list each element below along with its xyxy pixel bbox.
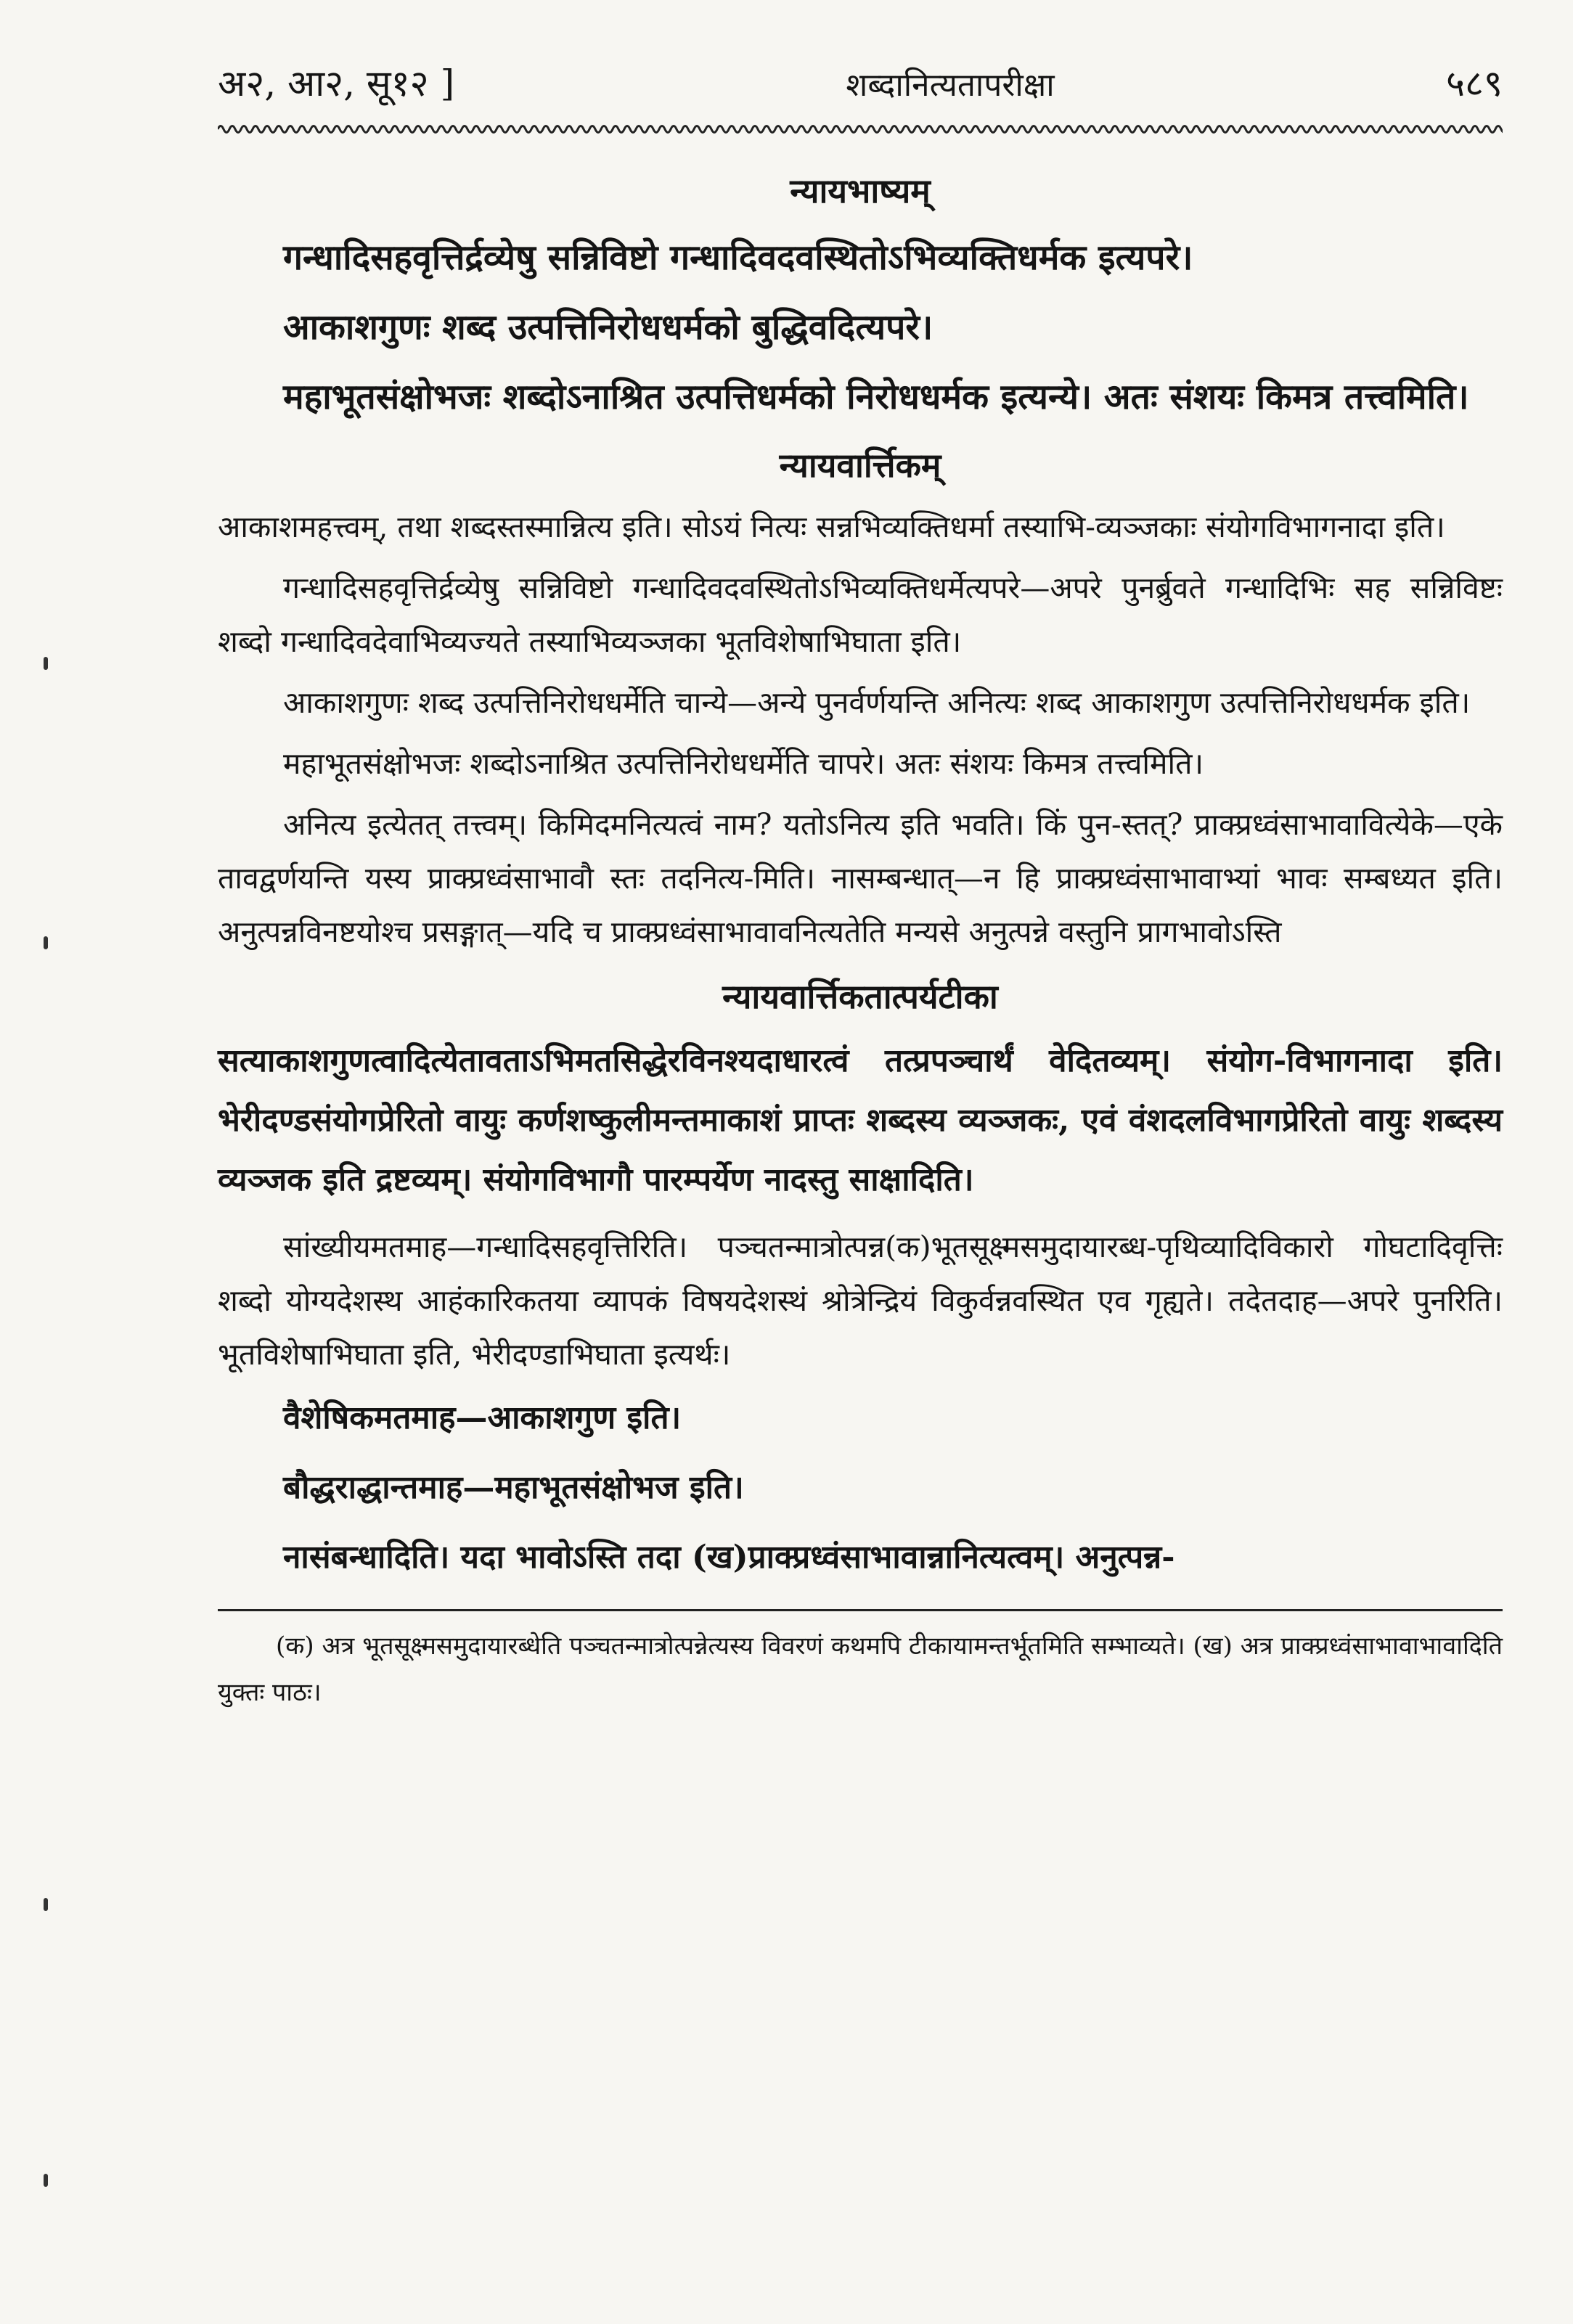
bhashya-sutra: महाभूतसंक्षोभजः शब्दोऽनाश्रित उत्पत्तिधर्मको निरोधधर्मक इत्यन्ये। अतः संशयः किमत्र तत्त्वमिति।	[283, 377, 1469, 417]
tika-paragraph: नासंबन्धादिति। यदा भावोऽस्ति तदा (ख)प्राक्प्रध्वंसाभावान्नानित्यत्वम्। अनुत्पन्न-	[283, 1539, 1175, 1576]
tika-text	[218, 1031, 1503, 1587]
margin-mark	[44, 1898, 48, 1911]
page-number: ५८९	[1446, 62, 1503, 105]
margin-mark	[44, 936, 48, 949]
tika-paragraph: सत्याकाशगुणत्वादित्येतावताऽभिमतसिद्धेरविनश्यदाधारत्वं तत्प्रपञ्चार्थं वेदितव्यम्। संयोग-विभागनादा इति। भेरीदण्डसंयोगप्रेरितो वायुः कर्णशष्कुलीमन्तमाकाशं प्राप्तः शब्दस्य व्यञ्जकः, एवं वंशदलविभागप्रेरितो वायुः शब्दस्य व्यञ्जक इति द्रष्टव्यम्। संयोगविभागौ पारम्पर्येण नादस्तु साक्षादिति।	[218, 1042, 1503, 1198]
margin-mark	[44, 2174, 48, 2187]
bhashya-section-title: न्यायभाष्यम्	[790, 171, 931, 210]
header-reference: अ२, आ२, सू१२ ]	[218, 62, 455, 105]
running-header	[218, 51, 1503, 118]
header-wavy-rule	[218, 120, 1503, 139]
margin-mark	[44, 657, 48, 670]
vartika-paragraph: आकाशगुणः शब्द उत्पत्तिनिरोधधर्मेति चान्ये—अन्ये पुनर्वर्णयन्ति अनित्यः शब्द आकाशगुण उत्पत्तिनिरोधधर्मक इति।	[283, 685, 1471, 720]
bhashya-sutra: आकाशगुणः शब्द उत्पत्तिनिरोधधर्मको बुद्धिवदित्यपरे।	[283, 307, 933, 348]
vartika-paragraph: अनित्य इत्येतत् तत्त्वम्। किमिदमनित्यत्वं नाम? यतोऽनित्य इति भवति। किं पुन-स्तत्? प्राक्प्रध्वंसाभावावित्येके—एके तावद्वर्णयन्ति यस्य प्राक्प्रध्वंसाभावौ स्तः तदनित्य-मिति। नासम्बन्धात्—न हि प्राक्प्रध्वंसाभावाभ्यां भावः सम्बध्यत इति। अनुत्पन्नविनष्टयोश्च प्रसङ्गात्—यदि च प्राक्प्रध्वंसाभावावनित्यतेति मन्यसे अनुत्पन्ने वस्तुनि प्रागभावोऽस्ति	[218, 807, 1503, 949]
book-page	[218, 51, 1503, 1716]
vartika-paragraph: महाभूतसंक्षोभजः शब्दोऽनाश्रित उत्पत्तिनिरोधधर्मेति चापरे। अतः संशयः किमत्र तत्त्वमिति।	[283, 746, 1204, 781]
tika-paragraph: सांख्यीयमतमाह—गन्धादिसहवृत्तिरिति। पञ्चतन्मात्रोत्पन्न(क)भूतसूक्ष्मसमुदायारब्ध-पृथिव्यादिविकारो गोघटादिवृत्तिः शब्दो योग्यदेशस्थ आहंकारिकतया व्यापकं विषयदेशस्थं श्रोत्रेन्द्रियं विकुर्वन्नवस्थित एव गृह्यते। तदेतदाह—अपरे पुनरिति। भूतविशेषाभिघाता इति, भेरीदण्डाभिघाता इत्यर्थः।	[218, 1229, 1503, 1372]
tika-section-title: न्यायवार्त्तिकतात्पर्यटीका	[722, 977, 998, 1016]
footnote-rule	[218, 1609, 1503, 1611]
vartika-paragraph: आकाशमहत्त्वम्, तथा शब्दस्तस्मान्नित्य इति। सोऽयं नित्यः सन्नभिव्यक्तिधर्मा तस्याभि-व्यञ्जकाः संयोगविभागनादा इति।	[218, 510, 1445, 544]
header-title: शब्दानित्यतापरीक्षा	[846, 67, 1055, 104]
footnote: (क) अत्र भूतसूक्ष्मसमुदायारब्धेति पञ्चतन्मात्रोत्पन्नेत्यस्य विवरणं कथमपि टीकायामन्तर्भूतमिति सम्भाव्यते। (ख) अत्र प्राक्प्रध्वंसाभावाभावादिति युक्तः पाठः।	[218, 1632, 1503, 1707]
vartika-text	[218, 500, 1503, 959]
vartika-paragraph: गन्धादिसहवृत्तिर्द्रव्येषु सन्निविष्टो गन्धादिवदवस्थितोऽभिव्यक्तिधर्मेत्यपरे—अपरे पुनर्ब्रुवते गन्धादिभिः सह सन्निविष्टः शब्दो गन्धादिवदेवाभिव्यज्यते तस्याभिव्यञ्जका भूतविशेषाभिघाता इति।	[218, 570, 1503, 659]
vartika-section-title: न्यायवार्त्तिकम्	[779, 446, 941, 485]
tika-paragraph: बौद्धराद्धान्तमाह—महाभूतसंक्षोभज इति।	[283, 1469, 744, 1506]
tika-paragraph: वैशेषिकमतमाह—आकाशगुण इति।	[283, 1399, 682, 1436]
bhashya-sutra: गन्धादिसहवृत्तिर्द्रव्येषु सन्निविष्टो गन्धादिवदवस्थितोऽभिव्यक्तिधर्मक इत्यपरे।	[283, 237, 1193, 278]
bhashya-text	[218, 226, 1503, 429]
